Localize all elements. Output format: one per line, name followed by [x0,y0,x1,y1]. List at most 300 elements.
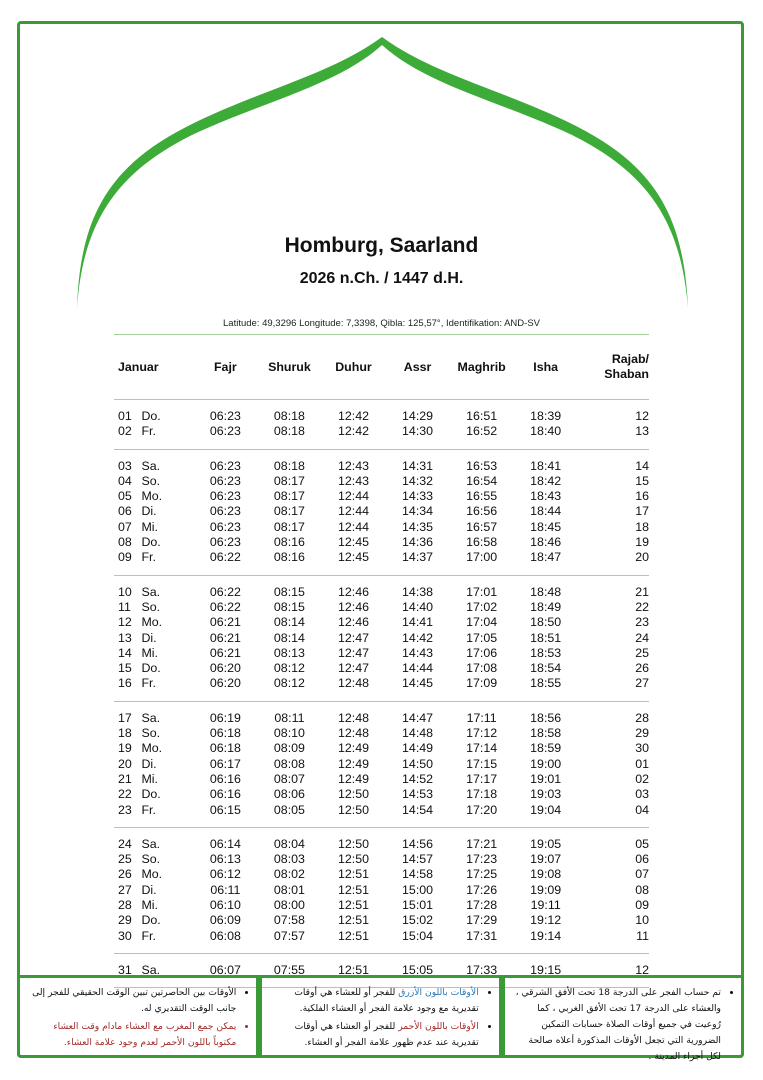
duhur-time: 12:46 [337,599,369,614]
weekday: Fr. [141,424,156,439]
day-number: 25 [118,852,132,867]
table-row [114,520,649,535]
fajr-time: 06:23 [209,409,241,423]
maghrib-time: 16:51 [466,409,498,423]
isha-time: 18:54 [530,661,562,676]
isha-time: 18:40 [530,424,562,439]
column-header-fajr: Fajr [213,360,237,374]
day-cell [114,757,193,772]
hijri-day: 06 [635,852,649,867]
hijri-day: 17 [635,504,649,519]
day-cell [114,459,193,474]
week-spacer [114,440,649,450]
weekday: Sa. [141,584,161,599]
table-row [114,661,649,676]
maghrib-time: 17:15 [466,756,498,771]
duhur-time: 12:46 [337,615,369,630]
day-cell [114,409,193,424]
prayer-times-table-wrapper [114,334,649,988]
day-number: 09 [118,550,132,565]
weekday: Do. [141,535,161,550]
isha-time: 18:43 [530,489,562,504]
duhur-time: 12:47 [337,661,369,676]
maghrib-time: 17:17 [466,771,498,786]
day-cell [114,489,193,504]
duhur-time: 12:45 [337,550,369,565]
duhur-time: 12:44 [337,504,369,519]
maghrib-time: 17:01 [466,584,498,599]
assr-time: 14:33 [402,489,434,504]
day-number: 19 [118,741,132,756]
table-row [114,711,649,726]
shuruk-time: 08:04 [273,836,305,851]
table-row [114,631,649,646]
table-row [114,585,649,600]
hijri-day: 11 [636,928,649,943]
week-spacer [114,944,649,954]
table-row [114,615,649,630]
shuruk-time: 08:18 [273,409,305,423]
shuruk-time: 08:10 [273,726,305,741]
table-row [114,929,649,944]
maghrib-time: 17:08 [466,661,498,676]
isha-time: 18:59 [530,741,562,756]
table-row [114,757,649,772]
table-row [114,898,649,913]
isha-time: 19:09 [530,882,562,897]
day-number: 24 [118,836,132,851]
hijri-day: 18 [635,519,649,534]
prayer-times-table [114,334,649,988]
table-row [114,459,649,474]
day-number: 27 [118,882,132,897]
table-row [114,489,649,504]
maghrib-time: 16:57 [466,519,498,534]
weekday: Do. [141,409,161,423]
table-row [114,600,649,615]
hijri-day: 02 [635,771,649,786]
fajr-time: 06:22 [209,550,241,565]
isha-time: 18:42 [530,473,562,488]
hijri-day: 25 [635,645,649,660]
duhur-time: 12:50 [337,836,369,851]
day-cell [114,535,193,550]
table-row [114,867,649,882]
dome-left-stroke [77,37,382,308]
assr-time: 15:04 [402,928,434,943]
day-cell [114,520,193,535]
day-number: 16 [118,676,132,691]
hijri-day: 14 [635,458,649,473]
footer-note-box-right [502,975,744,1062]
shuruk-time: 08:17 [273,473,305,488]
table-row [114,803,649,818]
isha-time: 18:49 [530,599,562,614]
hijri-day: 09 [635,898,649,913]
location-coordinates: Latitude: 49,3296 Longitude: 7,3398, Qibla: 125,57°, Identifikation: AND-SV [223,318,540,329]
weekday: Fr. [141,676,156,691]
duhur-time: 12:47 [337,645,369,660]
shuruk-time: 08:17 [273,489,305,504]
fajr-time: 06:07 [209,962,241,977]
note-calculation-method: • تم حساب الفجر على الدرجة 18 تحت الأفق الشرقي ، والعشاء على الدرجة 17 تحت الأفق الغربي ، كما رُوعيت في جميع أوقات الصلاة حسابات التمكين الضرورية التي تجعل الأوقات المذكورة أعلاه صالحة لكل أجزاء المدينة . [515,985,721,1065]
isha-time: 19:04 [530,802,562,817]
table-row [114,787,649,802]
duhur-time: 12:51 [337,898,369,913]
shuruk-time: 08:01 [273,882,305,897]
maghrib-time: 16:54 [466,473,498,488]
column-header-isha: Isha [533,360,559,374]
day-number: 29 [118,913,132,928]
shuruk-time: 08:15 [273,584,305,599]
assr-time: 14:35 [402,519,434,534]
table-row [114,676,649,691]
day-cell [114,883,193,898]
day-number: 13 [118,630,132,645]
duhur-time: 12:51 [337,867,369,882]
isha-time: 19:05 [530,836,562,851]
assr-time: 14:31 [402,458,434,473]
assr-time: 14:30 [402,424,434,439]
shuruk-time: 08:00 [273,898,305,913]
fajr-time: 06:21 [209,615,241,630]
column-header-month: Januar [118,360,159,374]
hijri-day: 13 [635,424,649,439]
maghrib-time: 17:12 [466,726,498,741]
day-number: 22 [118,787,132,802]
note-blue-text: للفجر أو للعشاء هي أوقات تقديرية مع وجود علامة الفجر أو العشاء الفلكية. [294,987,479,1014]
isha-time: 19:15 [530,962,562,977]
duhur-time: 12:50 [337,787,369,802]
assr-time: 14:57 [402,852,434,867]
duhur-time: 12:49 [337,741,369,756]
weekday: So. [141,473,161,488]
maghrib-time: 17:31 [466,928,498,943]
column-header-hijri [578,335,649,400]
week-spacer [114,566,649,576]
maghrib-time: 17:25 [466,867,498,882]
duhur-time: 12:49 [337,771,369,786]
fajr-time: 06:09 [209,913,241,928]
duhur-time: 12:46 [337,584,369,599]
day-cell [114,424,193,439]
shuruk-time: 08:14 [273,630,305,645]
day-number: 07 [118,519,132,534]
fajr-time: 06:23 [209,458,241,473]
day-cell [114,852,193,867]
shuruk-time: 08:09 [273,741,305,756]
footer-notes [17,975,744,1062]
fajr-time: 06:22 [209,599,241,614]
assr-time: 14:48 [402,726,434,741]
note-red-times [272,1019,478,1051]
week-group [114,701,649,827]
shuruk-time: 08:18 [273,458,305,473]
fajr-time: 06:15 [209,802,241,817]
duhur-time: 12:44 [337,519,369,534]
city-title: Homburg, Saarland [284,234,479,257]
weekday: Di. [141,504,157,519]
duhur-time: 12:42 [337,409,369,423]
day-cell [114,837,193,852]
fajr-time: 06:23 [209,473,241,488]
isha-time: 18:50 [530,615,562,630]
hijri-day: 20 [635,550,649,565]
table-row [114,726,649,741]
day-number: 14 [118,645,132,660]
day-number: 10 [118,584,132,599]
maghrib-time: 17:26 [466,882,498,897]
weekday: Di. [141,630,157,645]
day-number: 28 [118,898,132,913]
day-cell [114,550,193,565]
assr-time: 14:32 [402,473,434,488]
weekday: Fr. [141,802,156,817]
day-number: 30 [118,928,132,943]
table-row [114,852,649,867]
fajr-time: 06:13 [209,852,241,867]
duhur-time: 12:50 [337,852,369,867]
assr-time: 14:49 [402,741,434,756]
assr-time: 14:41 [402,615,434,630]
shuruk-time: 08:11 [274,710,305,725]
duhur-time: 12:48 [337,710,369,725]
fajr-time: 06:16 [209,771,241,786]
fajr-time: 06:18 [209,726,241,741]
day-cell [114,787,193,802]
hijri-day: 03 [635,787,649,802]
shuruk-time: 08:18 [273,424,305,439]
day-cell [114,772,193,787]
isha-time: 19:03 [530,787,562,802]
fajr-time: 06:23 [209,504,241,519]
isha-time: 18:58 [530,726,562,741]
day-number: 15 [118,661,132,676]
day-cell [114,803,193,818]
weekday: So. [141,599,161,614]
maghrib-time: 17:29 [466,913,498,928]
shuruk-time: 08:13 [273,645,305,660]
week-group [114,400,649,450]
day-number: 12 [118,615,132,630]
week-spacer [114,400,649,410]
maghrib-time: 17:09 [466,676,498,691]
day-number: 04 [118,473,132,488]
hijri-day: 12 [635,409,649,423]
maghrib-time: 17:20 [466,802,498,817]
note-blue-times [272,985,478,1017]
week-spacer [114,692,649,702]
day-cell [114,600,193,615]
hijri-day: 16 [635,489,649,504]
day-number: 20 [118,756,132,771]
isha-time: 18:55 [530,676,562,691]
assr-time: 14:54 [402,802,434,817]
column-header-shuruk: Shuruk [268,360,311,374]
isha-time: 19:08 [530,867,562,882]
shuruk-time: 08:02 [273,867,305,882]
hijri-day: 08 [635,882,649,897]
week-spacer [114,701,649,711]
maghrib-time: 16:52 [466,424,498,439]
table-row [114,550,649,565]
fajr-time: 06:12 [209,867,241,882]
day-cell [114,726,193,741]
weekday: Sa. [141,710,161,725]
isha-time: 18:39 [530,409,562,423]
week-spacer [114,953,649,963]
weekday: Do. [141,787,161,802]
maghrib-time: 17:06 [466,645,498,660]
footer-note-box-middle [259,975,501,1058]
assr-time: 14:53 [402,787,434,802]
day-cell [114,867,193,882]
hijri-day: 30 [635,741,649,756]
day-number: 11 [118,599,131,614]
duhur-time: 12:45 [337,535,369,550]
note-red-text: للفجر أو العشاء هي أوقات تقديرية عند عدم ظهور علامة الفجر أو العشاء. [294,1021,479,1048]
hijri-day: 12 [635,962,649,977]
shuruk-time: 08:05 [273,802,305,817]
day-cell [114,661,193,676]
hijri-day: 19 [635,535,649,550]
shuruk-time: 08:07 [273,771,305,786]
maghrib-time: 16:53 [466,458,498,473]
maghrib-time: 16:56 [466,504,498,519]
isha-time: 18:53 [530,645,562,660]
day-number: 06 [118,504,132,519]
day-number: 17 [118,710,132,725]
day-cell [114,474,193,489]
hijri-day: 01 [635,756,649,771]
duhur-time: 12:51 [337,913,369,928]
week-group [114,449,649,575]
day-cell [114,741,193,756]
table-row [114,741,649,756]
isha-time: 18:51 [530,630,562,645]
hijri-header-line2: Shaban [604,367,649,381]
maghrib-time: 17:14 [466,741,498,756]
fajr-time: 06:23 [209,489,241,504]
duhur-time: 12:50 [337,802,369,817]
weekday: Mo. [141,867,163,882]
assr-time: 14:45 [402,676,434,691]
duhur-time: 12:47 [337,630,369,645]
hijri-day: 26 [635,661,649,676]
weekday: Sa. [141,962,161,977]
assr-time: 14:29 [402,409,434,423]
fajr-time: 06:21 [209,645,241,660]
table-row [114,913,649,928]
day-cell [114,676,193,691]
hijri-day: 22 [635,599,649,614]
shuruk-time: 07:57 [273,928,305,943]
maghrib-time: 17:02 [466,599,498,614]
day-cell [114,711,193,726]
day-cell [114,898,193,913]
assr-time: 14:52 [402,771,434,786]
hijri-day: 24 [635,630,649,645]
hijri-day: 21 [635,584,649,599]
isha-time: 18:45 [530,519,562,534]
maghrib-time: 17:00 [466,550,498,565]
fajr-time: 06:21 [209,630,241,645]
assr-time: 15:02 [402,913,434,928]
assr-time: 14:40 [402,599,434,614]
day-number: 26 [118,867,132,882]
assr-time: 15:00 [402,882,434,897]
maghrib-time: 17:05 [466,630,498,645]
weekday: Do. [141,661,161,676]
isha-time: 19:14 [530,928,562,943]
fajr-time: 06:22 [209,584,241,599]
shuruk-time: 08:16 [273,535,305,550]
maghrib-time: 16:58 [466,535,498,550]
assr-time: 14:43 [402,645,434,660]
table-row [114,424,649,439]
maghrib-time: 17:28 [466,898,498,913]
shuruk-time: 08:08 [273,756,305,771]
duhur-time: 12:51 [337,962,369,977]
dome-right-stroke [382,37,688,308]
weekday: Mi. [141,519,158,534]
fajr-time: 06:20 [209,676,241,691]
assr-time: 14:37 [402,550,434,565]
week-spacer [114,827,649,837]
weekday: Mo. [141,615,163,630]
maghrib-time: 17:21 [466,836,498,851]
assr-time: 14:36 [402,535,434,550]
table-row [114,646,649,661]
isha-time: 18:44 [530,504,562,519]
weekday: So. [141,726,161,741]
table-header-row [114,335,649,400]
weekday: Sa. [141,836,161,851]
table-row [114,772,649,787]
day-number: 03 [118,458,132,473]
week-spacer [114,449,649,459]
weekday: Sa. [141,458,161,473]
fajr-time: 06:14 [209,836,241,851]
assr-time: 14:34 [402,504,434,519]
maghrib-time: 17:18 [466,787,498,802]
assr-time: 14:47 [402,710,434,725]
assr-time: 14:38 [402,584,434,599]
day-cell [114,929,193,944]
shuruk-time: 08:14 [273,615,305,630]
shuruk-time: 07:58 [273,913,305,928]
duhur-time: 12:48 [337,676,369,691]
isha-time: 19:11 [530,898,561,913]
duhur-time: 12:43 [337,473,369,488]
fajr-time: 06:19 [209,710,241,725]
weekday: Do. [141,913,161,928]
note-bracket-times: • الأوقات بين الحاصرتين تبين الوقت الحقيقي للفجر إلى جانب الوقت التقديري له. [30,985,236,1017]
hijri-day: 23 [635,615,649,630]
table-row [114,504,649,519]
assr-time: 15:01 [402,898,434,913]
duhur-time: 12:51 [337,928,369,943]
fajr-time: 06:20 [209,661,241,676]
hijri-day: 05 [635,836,649,851]
assr-time: 14:58 [402,867,434,882]
maghrib-time: 16:55 [466,489,498,504]
weekday: Fr. [141,550,156,565]
duhur-time: 12:42 [337,424,369,439]
weekday: Mi. [141,898,158,913]
duhur-time: 12:43 [337,458,369,473]
fajr-time: 06:11 [210,882,241,897]
